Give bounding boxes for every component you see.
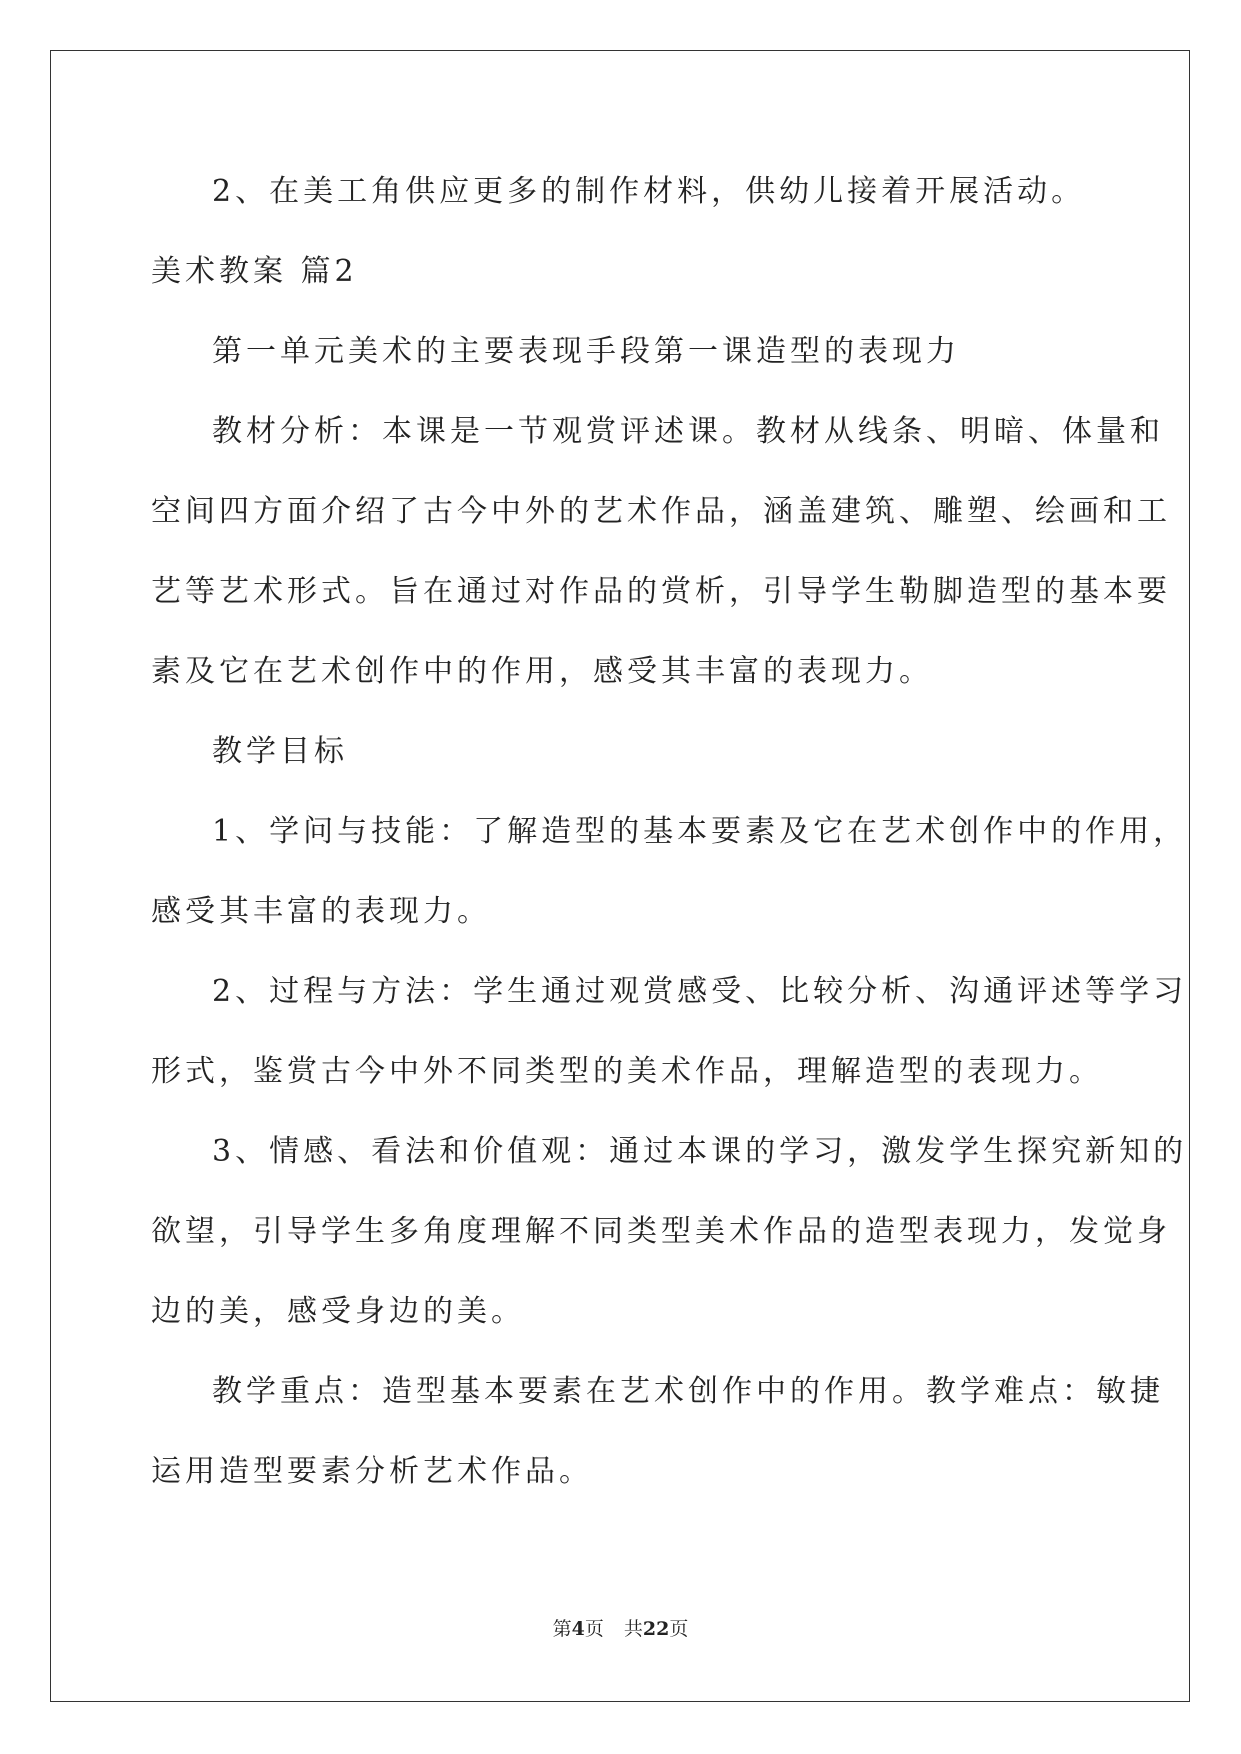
- paragraph-line: 2、在美工角供应更多的制作材料，供幼儿接着开展活动。: [212, 174, 1086, 209]
- paragraph-line: 欲望，引导学生多角度理解不同类型美术作品的造型表现力，发觉身: [151, 1214, 1171, 1249]
- paragraph-line: 教学重点：造型基本要素在艺术创作中的作用。教学难点：敏捷: [212, 1374, 1164, 1409]
- paragraph-line: 1、学问与技能：了解造型的基本要素及它在艺术创作中的作用，: [212, 814, 1188, 849]
- footer-page-suffix: 页: [584, 1618, 604, 1640]
- paragraph-line: 艺等艺术形式。旨在通过对作品的赏析，引导学生勒脚造型的基本要: [151, 574, 1171, 609]
- paragraph-line: 空间四方面介绍了古今中外的艺术作品，涵盖建筑、雕塑、绘画和工: [151, 494, 1171, 529]
- paragraph-line: 教材分析：本课是一节观赏评述课。教材从线条、明暗、体量和: [212, 414, 1164, 449]
- footer-page-number: 4: [571, 1618, 585, 1640]
- footer-total-pages: 22: [642, 1618, 670, 1640]
- footer-total-prefix: 共: [623, 1618, 643, 1640]
- paragraph-line: 运用造型要素分析艺术作品。: [151, 1454, 593, 1489]
- paragraph-line: 素及它在艺术创作中的作用，感受其丰富的表现力。: [151, 654, 933, 689]
- paragraph-line: 感受其丰富的表现力。: [151, 894, 491, 929]
- paragraph-line: 3、情感、看法和价值观：通过本课的学习，激发学生探究新知的: [212, 1134, 1188, 1169]
- paragraph-line: 边的美，感受身边的美。: [151, 1294, 525, 1329]
- page-footer: [0, 1617, 1241, 1641]
- paragraph-line: 2、过程与方法：学生通过观赏感受、比较分析、沟通评述等学习: [212, 974, 1188, 1009]
- section-heading: 美术教案 篇2: [151, 254, 358, 289]
- footer-total-suffix: 页: [669, 1618, 689, 1640]
- paragraph-line: 形式，鉴赏古今中外不同类型的美术作品，理解造型的表现力。: [151, 1054, 1103, 1089]
- paragraph-line: 教学目标: [212, 734, 348, 769]
- footer-page-prefix: 第: [552, 1618, 572, 1640]
- paragraph-line: 第一单元美术的主要表现手段第一课造型的表现力: [212, 334, 960, 369]
